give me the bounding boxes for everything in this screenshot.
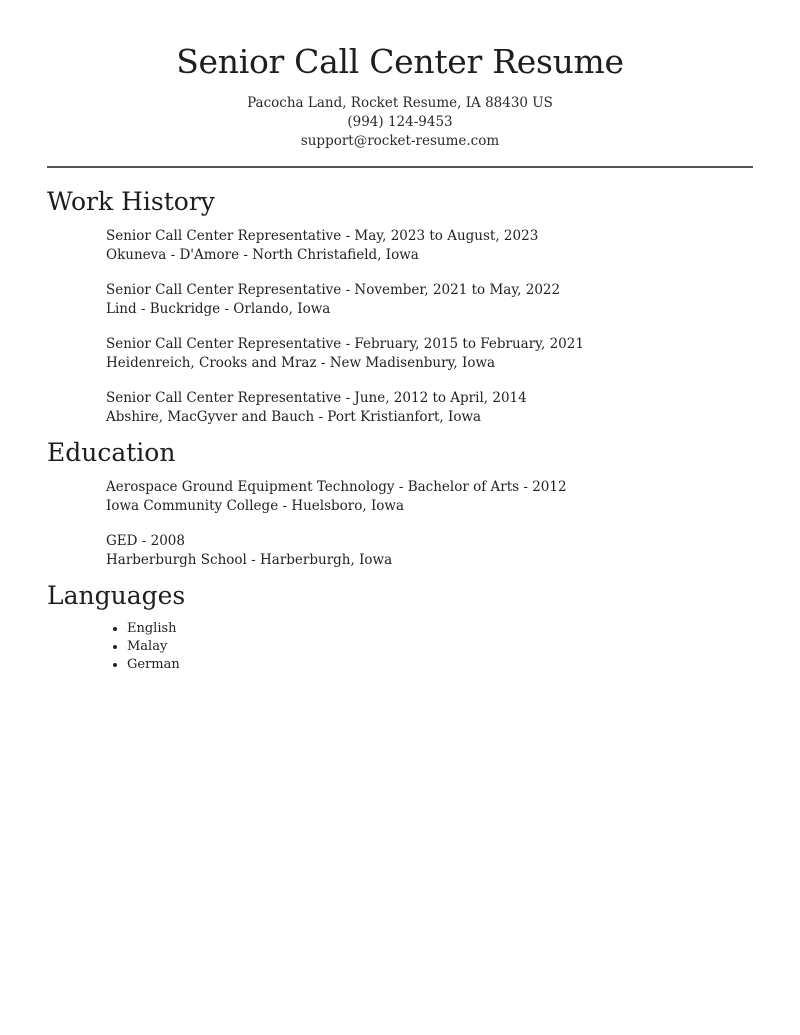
education-heading: Education <box>47 438 176 467</box>
work-title-line: Senior Call Center Representative - November, 2021 to May, 2022 <box>106 282 561 298</box>
work-company-line: Okuneva - D'Amore - North Christafield, Iowa <box>106 247 419 263</box>
education-degree-line: Aerospace Ground Equipment Technology - Bachelor of Arts - 2012 <box>106 479 567 495</box>
work-entry <box>106 335 584 373</box>
work-title-line: Senior Call Center Representative - February, 2015 to February, 2021 <box>106 336 584 352</box>
resume-page <box>47 0 753 672</box>
education-school-line: Harberburgh School - Harberburgh, Iowa <box>106 552 393 568</box>
work-entry <box>106 227 538 265</box>
language-item: • German <box>127 656 180 674</box>
phone: (994) 124-9453 <box>347 114 453 130</box>
work-title-line: Senior Call Center Representative - June, 2012 to April, 2014 <box>106 390 527 406</box>
education-entry <box>106 478 567 516</box>
work-company-line: Abshire, MacGyver and Bauch - Port Kristianfort, Iowa <box>106 409 482 425</box>
languages-list <box>106 620 180 674</box>
work-company-line: Lind - Buckridge - Orlando, Iowa <box>106 301 331 317</box>
education-school-line: Iowa Community College - Huelsboro, Iowa <box>106 498 405 514</box>
work-company-line: Heidenreich, Crooks and Mraz - New Madisenbury, Iowa <box>106 355 496 371</box>
languages-heading: Languages <box>47 581 186 610</box>
work-title-line: Senior Call Center Representative - May, 2023 to August, 2023 <box>106 228 539 244</box>
language-item: • Malay <box>127 638 180 656</box>
work-history-heading: Work History <box>47 187 215 216</box>
work-entry <box>106 281 560 319</box>
language-item: • English <box>127 620 180 638</box>
resume-header <box>47 0 753 151</box>
education-entry <box>106 532 392 570</box>
email: support@rocket-resume.com <box>300 133 500 149</box>
header-divider <box>47 166 753 168</box>
contact-info <box>47 94 753 151</box>
resume-title: Senior Call Center Resume <box>176 42 624 81</box>
work-entry <box>106 389 527 427</box>
education-degree-line: GED - 2008 <box>106 533 185 549</box>
address: Pacocha Land, Rocket Resume, IA 88430 US <box>247 95 553 111</box>
